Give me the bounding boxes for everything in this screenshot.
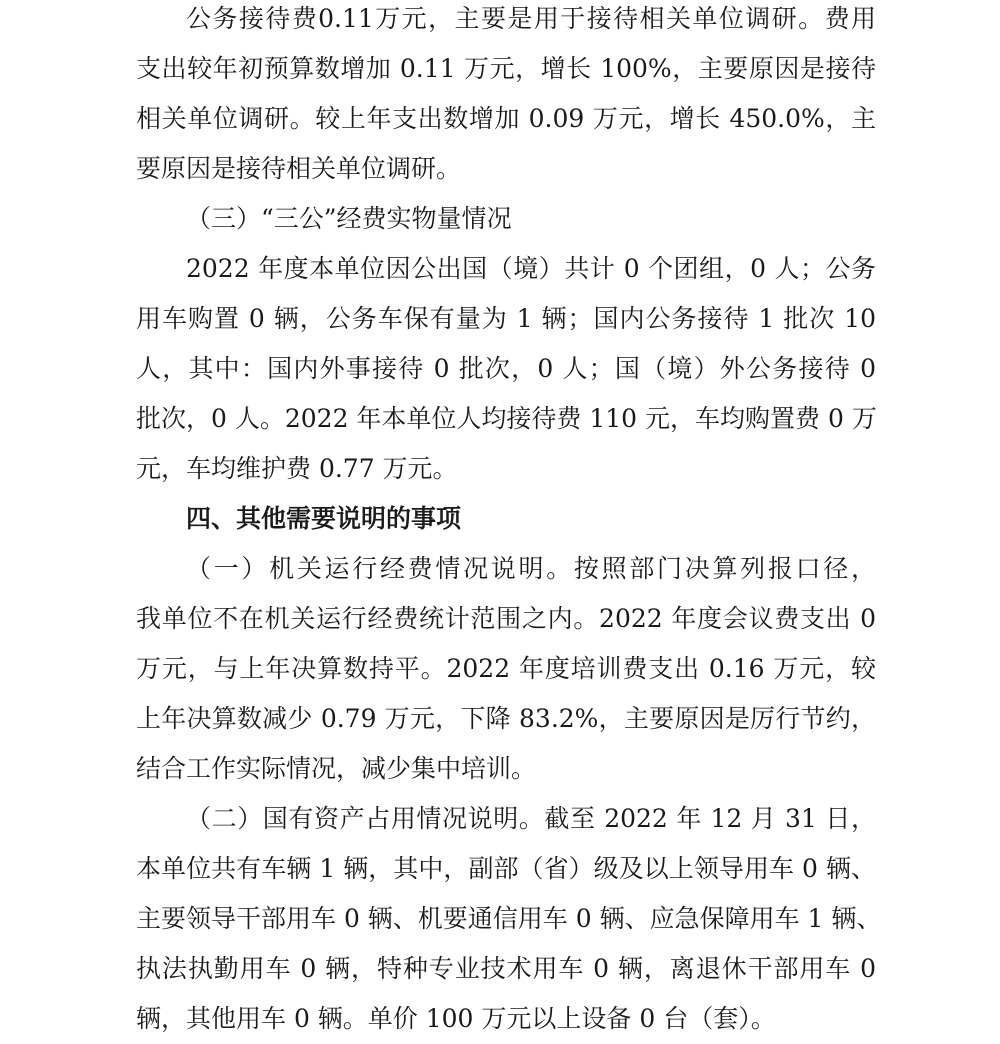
paragraph-line: 2022 年度本单位因公出国（境）共计 0 个团组，0 人；公务 xyxy=(186,254,876,283)
paragraph-line: 元，车均维护费 0.77 万元。 xyxy=(136,454,458,483)
paragraph-line: 要原因是接待相关单位调研。 xyxy=(136,154,462,183)
section-heading: （三）“三公”经费实物量情况 xyxy=(186,204,512,233)
paragraph-line: 支出较年初预算数增加 0.11 万元，增长 100%，主要原因是接待 xyxy=(136,54,876,83)
paragraph-line: 上年决算数减少 0.79 万元，下降 83.2%，主要原因是厉行节约， xyxy=(136,704,876,733)
paragraph-line: 主要领导干部用车 0 辆、机要通信用车 0 辆、应急保障用车 1 辆、 xyxy=(136,904,882,933)
paragraph-line: （二）国有资产占用情况说明。截至 2022 年 12 月 31 日， xyxy=(186,804,876,833)
paragraph-line: 辆，其他用车 0 辆。单价 100 万元以上设备 0 台（套）。 xyxy=(136,1004,776,1033)
paragraph-line: 我单位不在机关运行经费统计范围之内。2022 年度会议费支出 0 xyxy=(136,604,876,633)
paragraph-line: 结合工作实际情况，减少集中培训。 xyxy=(136,754,537,783)
paragraph-line: 执法执勤用车 0 辆，特种专业技术用车 0 辆，离退休干部用车 0 xyxy=(136,954,876,983)
paragraph-line: 万元，与上年决算数持平。2022 年度培训费支出 0.16 万元，较 xyxy=(136,654,876,683)
paragraph-line: 相关单位调研。较上年支出数增加 0.09 万元，增长 450.0%，主 xyxy=(136,104,876,133)
paragraph-line: （一）机关运行经费情况说明。按照部门决算列报口径， xyxy=(186,554,876,583)
chapter-heading: 四、其他需要说明的事项 xyxy=(186,504,462,533)
paragraph-line: 用车购置 0 辆，公务车保有量为 1 辆；国内公务接待 1 批次 10 xyxy=(136,304,876,333)
paragraph-line: 本单位共有车辆 1 辆，其中，副部（省）级及以上领导用车 0 辆、 xyxy=(136,854,876,883)
paragraph-line: 批次，0 人。2022 年本单位人均接待费 110 元，车均购置费 0 万 xyxy=(136,404,877,433)
paragraph-line: 人，其中：国内外事接待 0 批次，0 人；国（境）外公务接待 0 xyxy=(136,354,876,383)
paragraph-line: 公务接待费0.11万元，主要是用于接待相关单位调研。费用 xyxy=(186,4,876,33)
